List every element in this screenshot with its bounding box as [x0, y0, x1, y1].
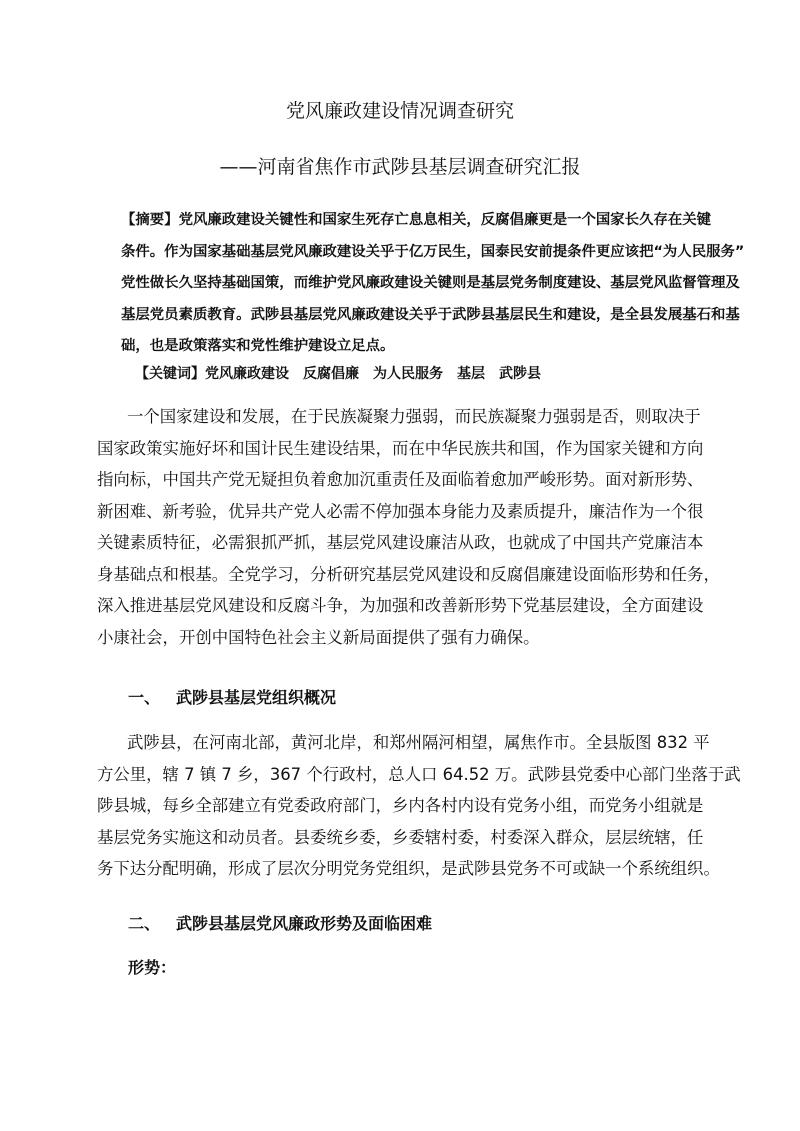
document-title: 党风廉政建设情况调查研究: [285, 100, 514, 122]
keyword: 基层: [457, 366, 485, 382]
paragraph-line: 指向标，中国共产党无疑担负着愈加沉重责任及面临着愈加严峻形势。面对新形势、: [97, 470, 704, 489]
paragraph-line: 国家政策实施好坏和国计民生建设结果，而在中华民族共和国，作为国家关键和方向: [97, 438, 704, 458]
paragraph-line: 身基础点和根基。全党学习，分析研究基层党风建设和反腐倡廉建设面临形势和任务，: [97, 564, 720, 584]
section-number: 二、: [128, 914, 161, 933]
paragraph-line: 务下达分配明确，形成了层次分明党务党组织，是武陟县党务不可或缺一个系统组织。: [97, 859, 720, 878]
abstract: [121, 205, 745, 363]
keyword: 为人民服务: [373, 366, 443, 382]
section-title: 武陟县基层党组织概况: [176, 688, 337, 707]
abstract-line: 党性做长久坚持基础国策，而维护党风廉政建设关键则是基层党务制度建设、基层党风监督管理及: [121, 275, 740, 291]
section-number: 一、: [128, 688, 161, 707]
paragraph-line: 小康社会，开创中国特色社会主义新局面提供了强有力确保。: [97, 627, 540, 647]
paragraph-line: 陟县城，每乡全部建立有党委政府部门，乡内各村内设有党务小组，而党务小组就是: [97, 796, 704, 815]
paragraph-line: 关键素质特征，必需狠抓严抓，基层党风建设廉洁从政，也就成了中国共产党廉洁本: [97, 533, 704, 552]
paragraph-line: 武陟县，在河南北部，黄河北岸，和郑州隔河相望，属焦作市。全县版图 832 平: [127, 733, 710, 752]
keywords-label: 【关键词】: [135, 366, 205, 382]
abstract-line: 基层党员素质教育。武陟县基层党风廉政建设关乎于武陟县基层民生和建设，是全县发展基石和基: [121, 306, 740, 323]
intro-paragraph: [97, 401, 720, 653]
keyword: 党风廉政建设: [205, 366, 289, 382]
paragraph-line: 方公里，辖 7 镇 7 乡，367 个行政村，总人口 64.52 万。武陟县党委中心部门坐落于武: [97, 764, 741, 784]
paragraph-line: 基层党务实施这和动员者。县委统乡委，乡委辖村委，村委深入群众，层层统辖，任: [97, 827, 704, 847]
keywords-line: [135, 362, 555, 386]
overview-paragraph: [97, 727, 741, 885]
paragraph-line: 一个国家建设和发展，在于民族凝聚力强弱，而民族凝聚力强弱是否，则取决于: [127, 407, 701, 426]
keyword: 武陟县: [499, 366, 541, 382]
paragraph-line: 深入推进基层党风建设和反腐斗争，为加强和改善新形势下党基层建设，全方面建设: [97, 596, 704, 615]
paragraph-line: 新困难、新考验，优异共产党人必需不停加强本身能力及素质提升，廉洁作为一个很: [97, 501, 704, 521]
abstract-line: 础，也是政策落实和党性维护建设立足点。: [121, 338, 395, 354]
subheading-situation: 形势：: [128, 958, 177, 977]
section-title: 武陟县基层党风廉政形势及面临困难: [176, 914, 433, 933]
abstract-line: 【摘要】党风廉政建设关键性和国家生死存亡息息相关，反腐倡廉更是一个国家长久存在关键: [121, 212, 712, 228]
abstract-line: 条件。作为国家基础基层党风廉政建设关乎于亿万民生，国泰民安前提条件更应该把“为人民服务”: [121, 243, 745, 260]
keyword: 反腐倡廉: [303, 366, 359, 382]
document-subtitle: ——河南省焦作市武陟县基层调查研究汇报: [219, 156, 581, 178]
section-heading-2: [128, 911, 432, 934]
section-heading-1: [128, 685, 336, 708]
